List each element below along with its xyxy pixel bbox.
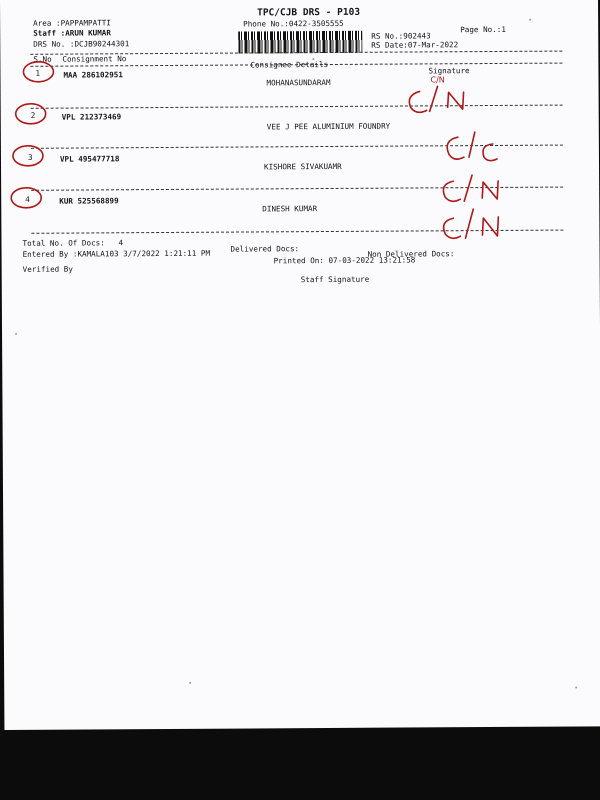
handwritten-annotations <box>0 0 600 300</box>
row-2-consignee: VEE J PEE ALUMINIUM FOUNDRY <box>266 121 391 132</box>
non-delivered-docs-label: Non Delivered Docs: <box>367 249 455 259</box>
rs-no-label: RS No.: <box>371 31 404 41</box>
printed-label: Printed On: <box>273 256 324 266</box>
row-2-consignment: VPL 212373469 <box>61 112 122 122</box>
printed-value: 07-03-2022 13:21:58 <box>328 255 416 265</box>
row-2-sno-circle <box>16 104 46 124</box>
scan-speck <box>312 58 314 60</box>
row-3-sno: 3 <box>27 152 33 162</box>
page-value: 1 <box>501 24 506 34</box>
row-4-sno: 4 <box>25 194 30 204</box>
drs-label: DRS No. : <box>33 39 75 49</box>
scan-speck <box>189 682 191 684</box>
row-3-remark-scribble <box>443 175 498 201</box>
scan-speck <box>575 686 577 688</box>
row-3-consignee: KISHORE SIVAKUAMR <box>263 161 342 172</box>
column-consignment: Consignment No <box>62 54 127 64</box>
entered-label: Entered By : <box>22 249 78 259</box>
row-1-remark-scribble <box>409 75 464 112</box>
row-1-consignment: MAA 286102951 <box>63 70 123 80</box>
column-consignee: Consignee Details <box>250 59 329 70</box>
rs-no-value: 902443 <box>403 31 431 41</box>
row-3-consignment: VPL 495477718 <box>59 154 120 164</box>
scan-speck <box>529 19 531 21</box>
page-label: Page No.: <box>460 24 502 35</box>
entered-value: KAMALA103 3/7/2022 1:21:11 PM <box>77 248 211 259</box>
delivered-docs-label: Delivered Docs: <box>230 244 300 254</box>
row-3-sno-circle <box>13 146 43 166</box>
rs-date-value: 07-Mar-2022 <box>407 40 459 50</box>
row-4-sno-circle <box>11 188 41 208</box>
staff-signature-label: Staff Signature <box>300 274 370 285</box>
row-1-sno: 1 <box>35 68 41 78</box>
row-2-sno: 2 <box>30 110 36 120</box>
total-label: Total No. Of Docs: <box>22 238 105 248</box>
row-4-consignment: KUR 525568899 <box>59 196 119 206</box>
phone-label: Phone No.: <box>243 19 289 29</box>
area-label: Area : <box>33 18 61 28</box>
row-2-remark-scribble <box>447 132 497 161</box>
scan-speck <box>15 333 17 335</box>
row-4-remark-scribble <box>443 209 498 238</box>
document-title: TPC/CJB DRS - P103 <box>257 6 361 19</box>
staff-label: Staff : <box>33 28 66 38</box>
column-sno: S.No <box>33 54 52 64</box>
phone-value: 0422-3505555 <box>288 18 344 29</box>
verified-by-label: Verified By <box>22 264 73 274</box>
total-value: 4 <box>118 238 124 248</box>
rs-date-label: RS Date: <box>371 40 408 50</box>
area-value: PAPPAMPATTI <box>60 18 111 28</box>
staff-value: ARUN KUMAR <box>65 28 111 38</box>
svg-text:C/N: C/N <box>430 75 445 85</box>
row-4-consignee: DINESH KUMAR <box>262 204 318 214</box>
row-1-sno-circle <box>23 62 53 82</box>
column-signature: Signature <box>428 66 470 76</box>
row-1-consignee: MOHANASUNDARAM <box>266 77 331 88</box>
drs-value: DCJB90244301 <box>74 39 130 49</box>
